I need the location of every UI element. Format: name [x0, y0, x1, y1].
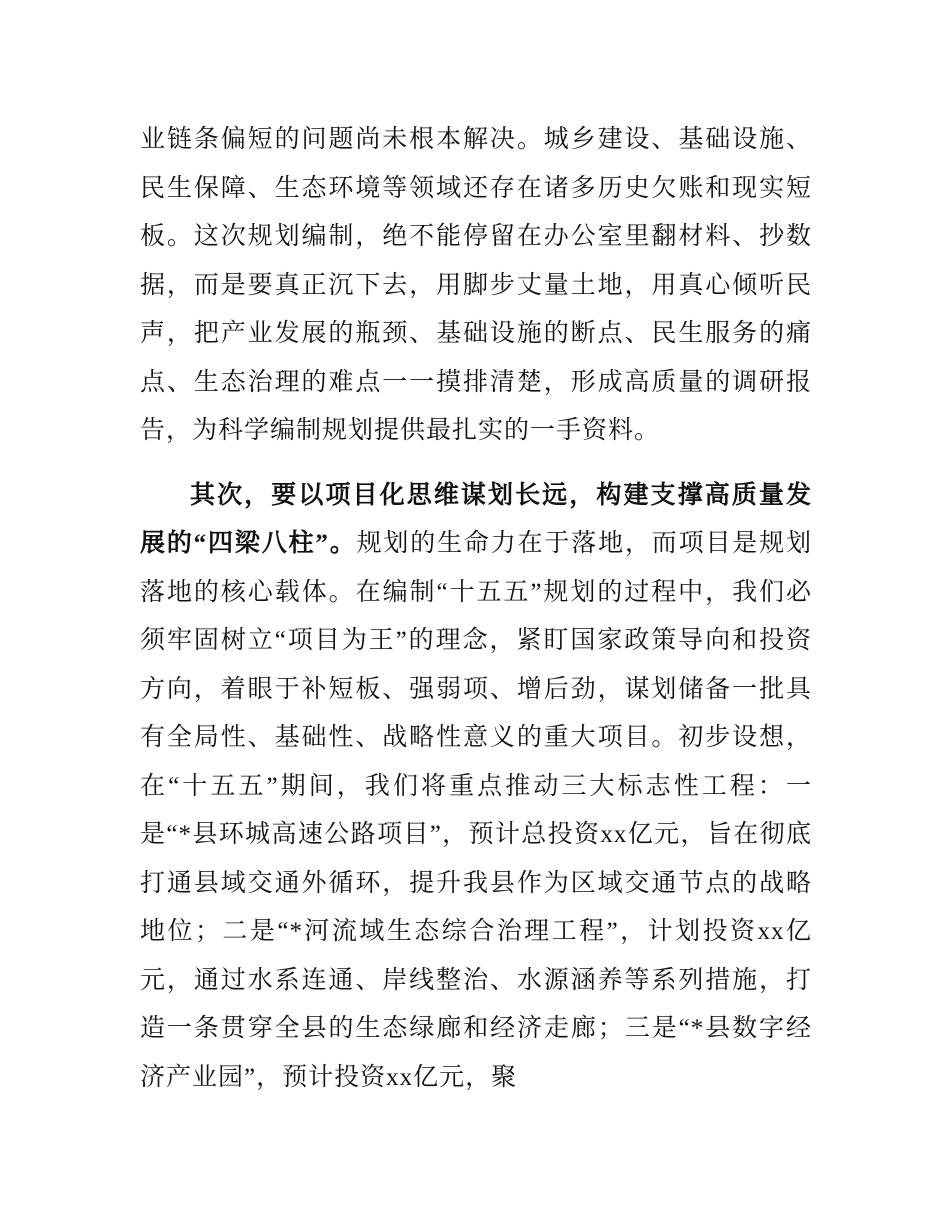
document-body	[140, 116, 812, 1102]
paragraph-run-bold: 其次，要以项目化思维谋划长远，构建支撑高质量发展的“四梁八柱”。	[140, 481, 812, 557]
paragraph-run: 规划的生命力在于落地，而项目是规划落地的核心载体。在编制“十五五”规划的过程中，我们必须牢固树立“项目为王”的理念，紧盯国家政策导向和投资方向，着眼于补短板、强弱项、增后劲，谋划储备一批具有全局性、基础性、战略性意义的重大项目。初步设想，在“十五五”期间，我们将重点推动三大标志性工程：一是“*县环城高速公路项目”，预计总投资xx亿元，旨在彻底打通县域交通外循环，提升我县作为区域交通节点的战略地位；二是“*河流域生态综合治理工程”，计划投资xx亿元，通过水系连通、岸线整治、水源涵养等系列措施，打造一条贯穿全县的生态绿廊和经济走廊；三是“*县数字经济产业园”，预计投资xx亿元，聚	[140, 530, 812, 1091]
paragraph-run: 业链条偏短的问题尚未根本解决。城乡建设、基础设施、民生保障、生态环境等领域还存在诸多历史欠账和现实短板。这次规划编制，绝不能停留在办公室里翻材料、抄数据，而是要真正沉下去，用脚步丈量土地，用真心倾听民声，把产业发展的瓶颈、基础设施的断点、民生服务的痛点、生态治理的难点一一摸排清楚，形成高质量的调研报告，为科学编制规划提供最扎实的一手资料。	[140, 126, 812, 444]
paragraph	[140, 116, 812, 456]
paragraph	[140, 472, 812, 1103]
